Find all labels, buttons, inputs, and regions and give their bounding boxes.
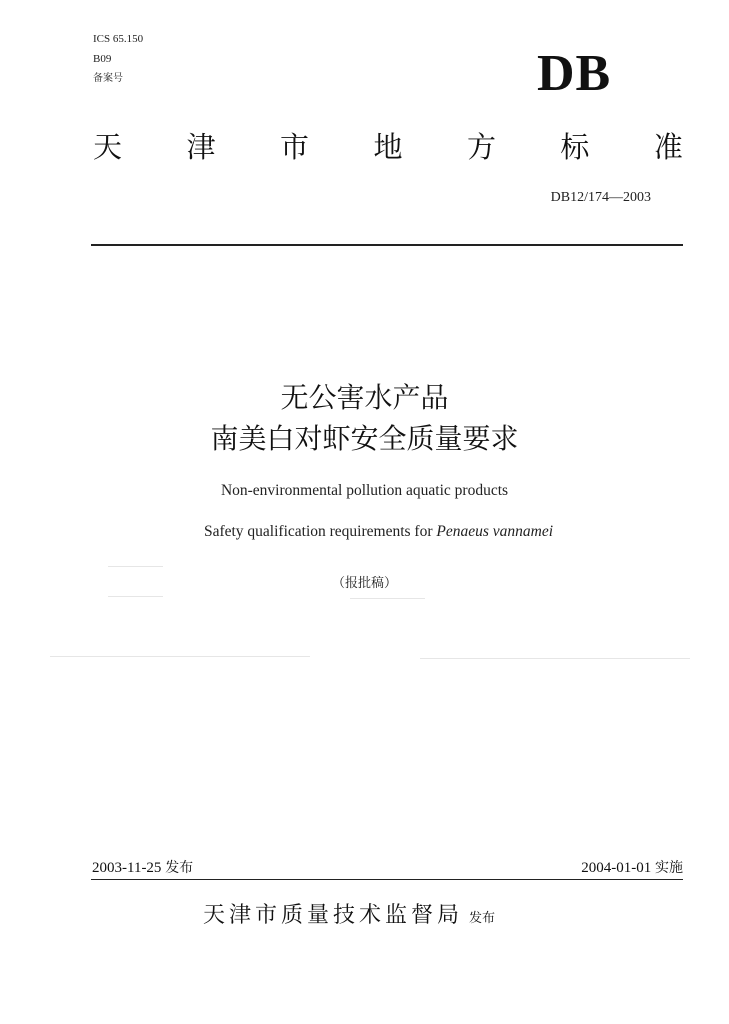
scan-speck [350,598,425,599]
effective-date-label: 实施 [655,860,683,876]
title-cn-line1: 无公害水产品 [280,381,449,414]
ccs-code: B09 [93,53,112,65]
category-char: 标 [560,130,590,164]
filing-number-label: 备案号 [93,73,123,84]
scan-speck [108,596,163,597]
title-cn-line2: 南美白对虾安全质量要求 [210,422,519,455]
issuer-verb: 发布 [469,911,496,926]
scan-speck [420,658,690,659]
standard-category [93,128,683,166]
category-char: 方 [466,130,496,164]
scan-speck [50,656,310,657]
effective-date [581,857,683,877]
draft-note: （报批稿） [331,576,397,591]
footer-divider [91,879,683,880]
category-char: 准 [653,130,683,164]
scan-speck [108,566,163,567]
title-en-prefix: Safety qualification requirements for [203,523,437,540]
ics-code: ICS 65.150 [93,33,144,45]
issue-date-label: 发布 [165,860,194,876]
db-logo: DB [537,45,612,102]
category-char: 天 [93,130,123,164]
header-divider [91,244,683,246]
title-en-line2 [14,522,729,542]
category-char: 地 [373,130,403,164]
title-en-line1: Non-environmental pollution aquatic products [220,482,509,499]
category-char: 市 [279,130,309,164]
effective-date-value: 2004-01-01 [581,860,652,876]
issue-date [92,857,193,877]
standard-number: DB12/174—2003 [550,190,651,205]
issuer [203,898,495,929]
category-char: 津 [186,130,216,164]
species-name: Penaeus vannamei [436,523,554,540]
issuer-name: 天津市质量技术监督局 [203,903,464,928]
issue-date-value: 2003-11-25 [92,860,162,876]
